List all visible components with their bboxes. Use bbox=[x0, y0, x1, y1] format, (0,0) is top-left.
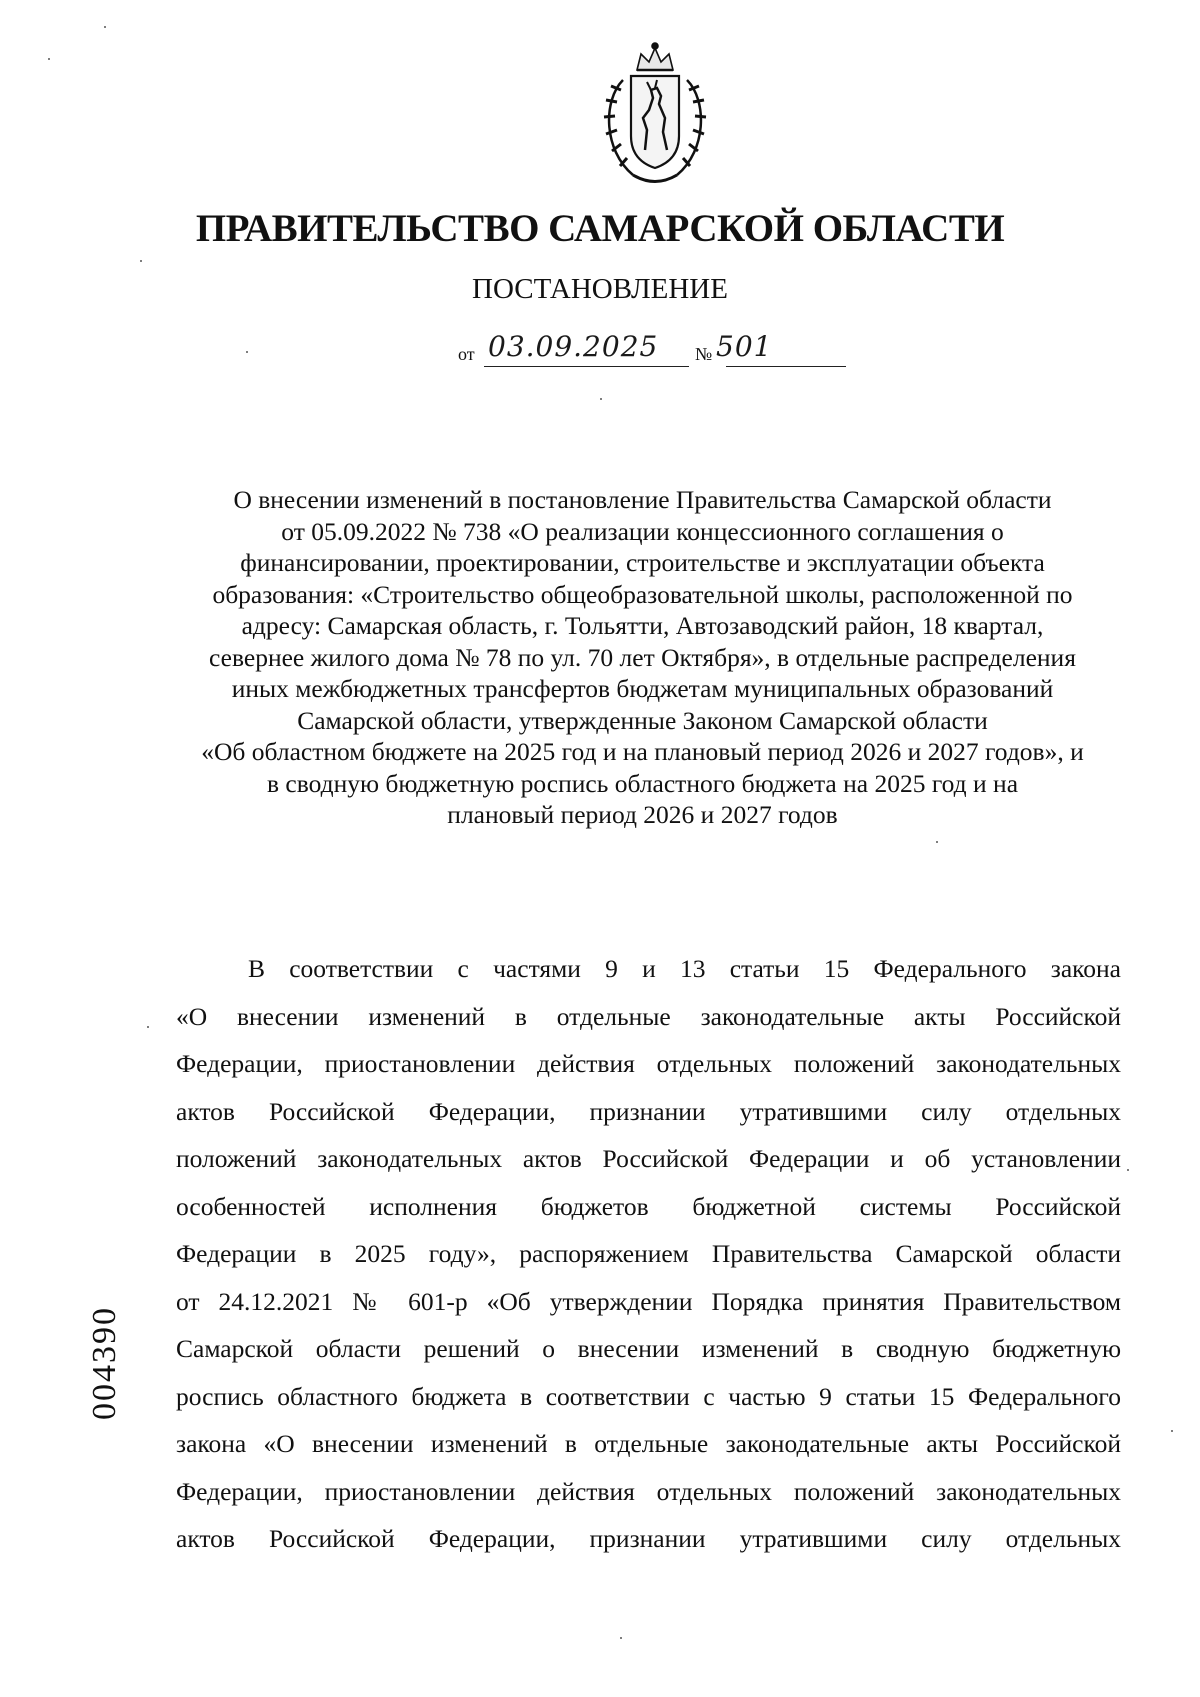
scan-speck bbox=[620, 1637, 622, 1639]
body-line: актов Российской Федерации, признании утратившими силу отдельных bbox=[176, 1524, 1121, 1553]
subject-line: финансировании, проектировании, строительстве и эксплуатации объекта bbox=[240, 548, 1045, 577]
subject-line: адресу: Самарская область, г. Тольятти, Автозаводский район, 18 квартал, bbox=[241, 611, 1044, 640]
subject-line: севернее жилого дома № 78 по ул. 70 лет Октября», в отдельные распределения bbox=[209, 642, 1076, 672]
body-line: закона «О внесении изменений в отдельные законодательные акты Российской bbox=[176, 1429, 1121, 1458]
date-prefix: от bbox=[458, 344, 475, 364]
scan-speck bbox=[147, 1026, 149, 1028]
margin-serial-stamp: 004390 bbox=[86, 1306, 123, 1420]
number-underline bbox=[726, 366, 846, 367]
subject-line: плановый период 2026 и 2027 годов bbox=[447, 800, 838, 829]
scan-speck bbox=[48, 58, 50, 60]
date-number-line bbox=[458, 330, 858, 370]
scan-speck bbox=[1171, 1430, 1173, 1432]
subject-line: иных межбюджетных трансфертов бюджетам муниципальных образований bbox=[231, 674, 1054, 703]
body-line: Федерации, приостановлении действия отдельных положений законодательных bbox=[176, 1049, 1121, 1078]
coat-of-arms-icon bbox=[593, 40, 717, 188]
subject-line: «Об областном бюджете на 2025 год и на плановый период 2026 и 2027 годов», и bbox=[201, 737, 1084, 766]
number-prefix: № bbox=[695, 344, 713, 364]
body-line: роспись областного бюджета в соответствии с частью 9 статьи 15 Федерального bbox=[176, 1381, 1121, 1411]
subject-line: образования: «Строительство общеобразовательной школы, расположенной по bbox=[212, 579, 1073, 609]
subject-line: Самарской области, утвержденные Законом Самарской области bbox=[297, 705, 988, 735]
body-line: Федерации, приостановлении действия отдельных положений законодательных bbox=[176, 1476, 1121, 1506]
body-line: актов Российской Федерации, признании утратившими силу отдельных bbox=[176, 1096, 1121, 1126]
scan-speck bbox=[104, 26, 106, 28]
subject-line: от 05.09.2022 № 738 «О реализации концессионного соглашения о bbox=[281, 516, 1004, 546]
scan-speck bbox=[246, 351, 248, 353]
document-body bbox=[176, 954, 1121, 1572]
handwritten-date: 03.09.2025 bbox=[488, 330, 659, 363]
scan-speck bbox=[1127, 1169, 1129, 1171]
government-title: ПРАВИТЕЛЬСТВО САМАРСКОЙ ОБЛАСТИ bbox=[195, 207, 1005, 250]
scan-speck bbox=[140, 260, 142, 262]
subject-line: О внесении изменений в постановление Правительства Самарской области bbox=[233, 485, 1052, 514]
body-line: В соответствии с частями 9 и 13 статьи 15 Федерального закона bbox=[248, 954, 1121, 983]
body-line: от 24.12.2021 № 601-р «Об утверждении Порядка принятия Правительством bbox=[176, 1286, 1121, 1316]
body-line: Федерации в 2025 году», распоряжением Правительства Самарской области bbox=[176, 1239, 1121, 1268]
handwritten-number: 501 bbox=[716, 330, 773, 363]
body-line: особенностей исполнения бюджетов бюджетной системы Российской bbox=[176, 1191, 1121, 1221]
body-line: «О внесении изменений в отдельные законодательные акты Российской bbox=[176, 1001, 1121, 1031]
document-subject bbox=[150, 484, 1135, 831]
scan-speck bbox=[600, 398, 602, 400]
document-type: ПОСТАНОВЛЕНИЕ bbox=[472, 273, 728, 305]
subject-line: в сводную бюджетную роспись областного бюджета на 2025 год и на bbox=[266, 768, 1019, 798]
date-underline bbox=[484, 366, 689, 367]
scan-speck bbox=[936, 841, 938, 843]
body-line: Самарской области решений о внесении изменений в сводную бюджетную bbox=[176, 1334, 1121, 1363]
body-line: положений законодательных актов Российской Федерации и об установлении bbox=[176, 1144, 1121, 1173]
